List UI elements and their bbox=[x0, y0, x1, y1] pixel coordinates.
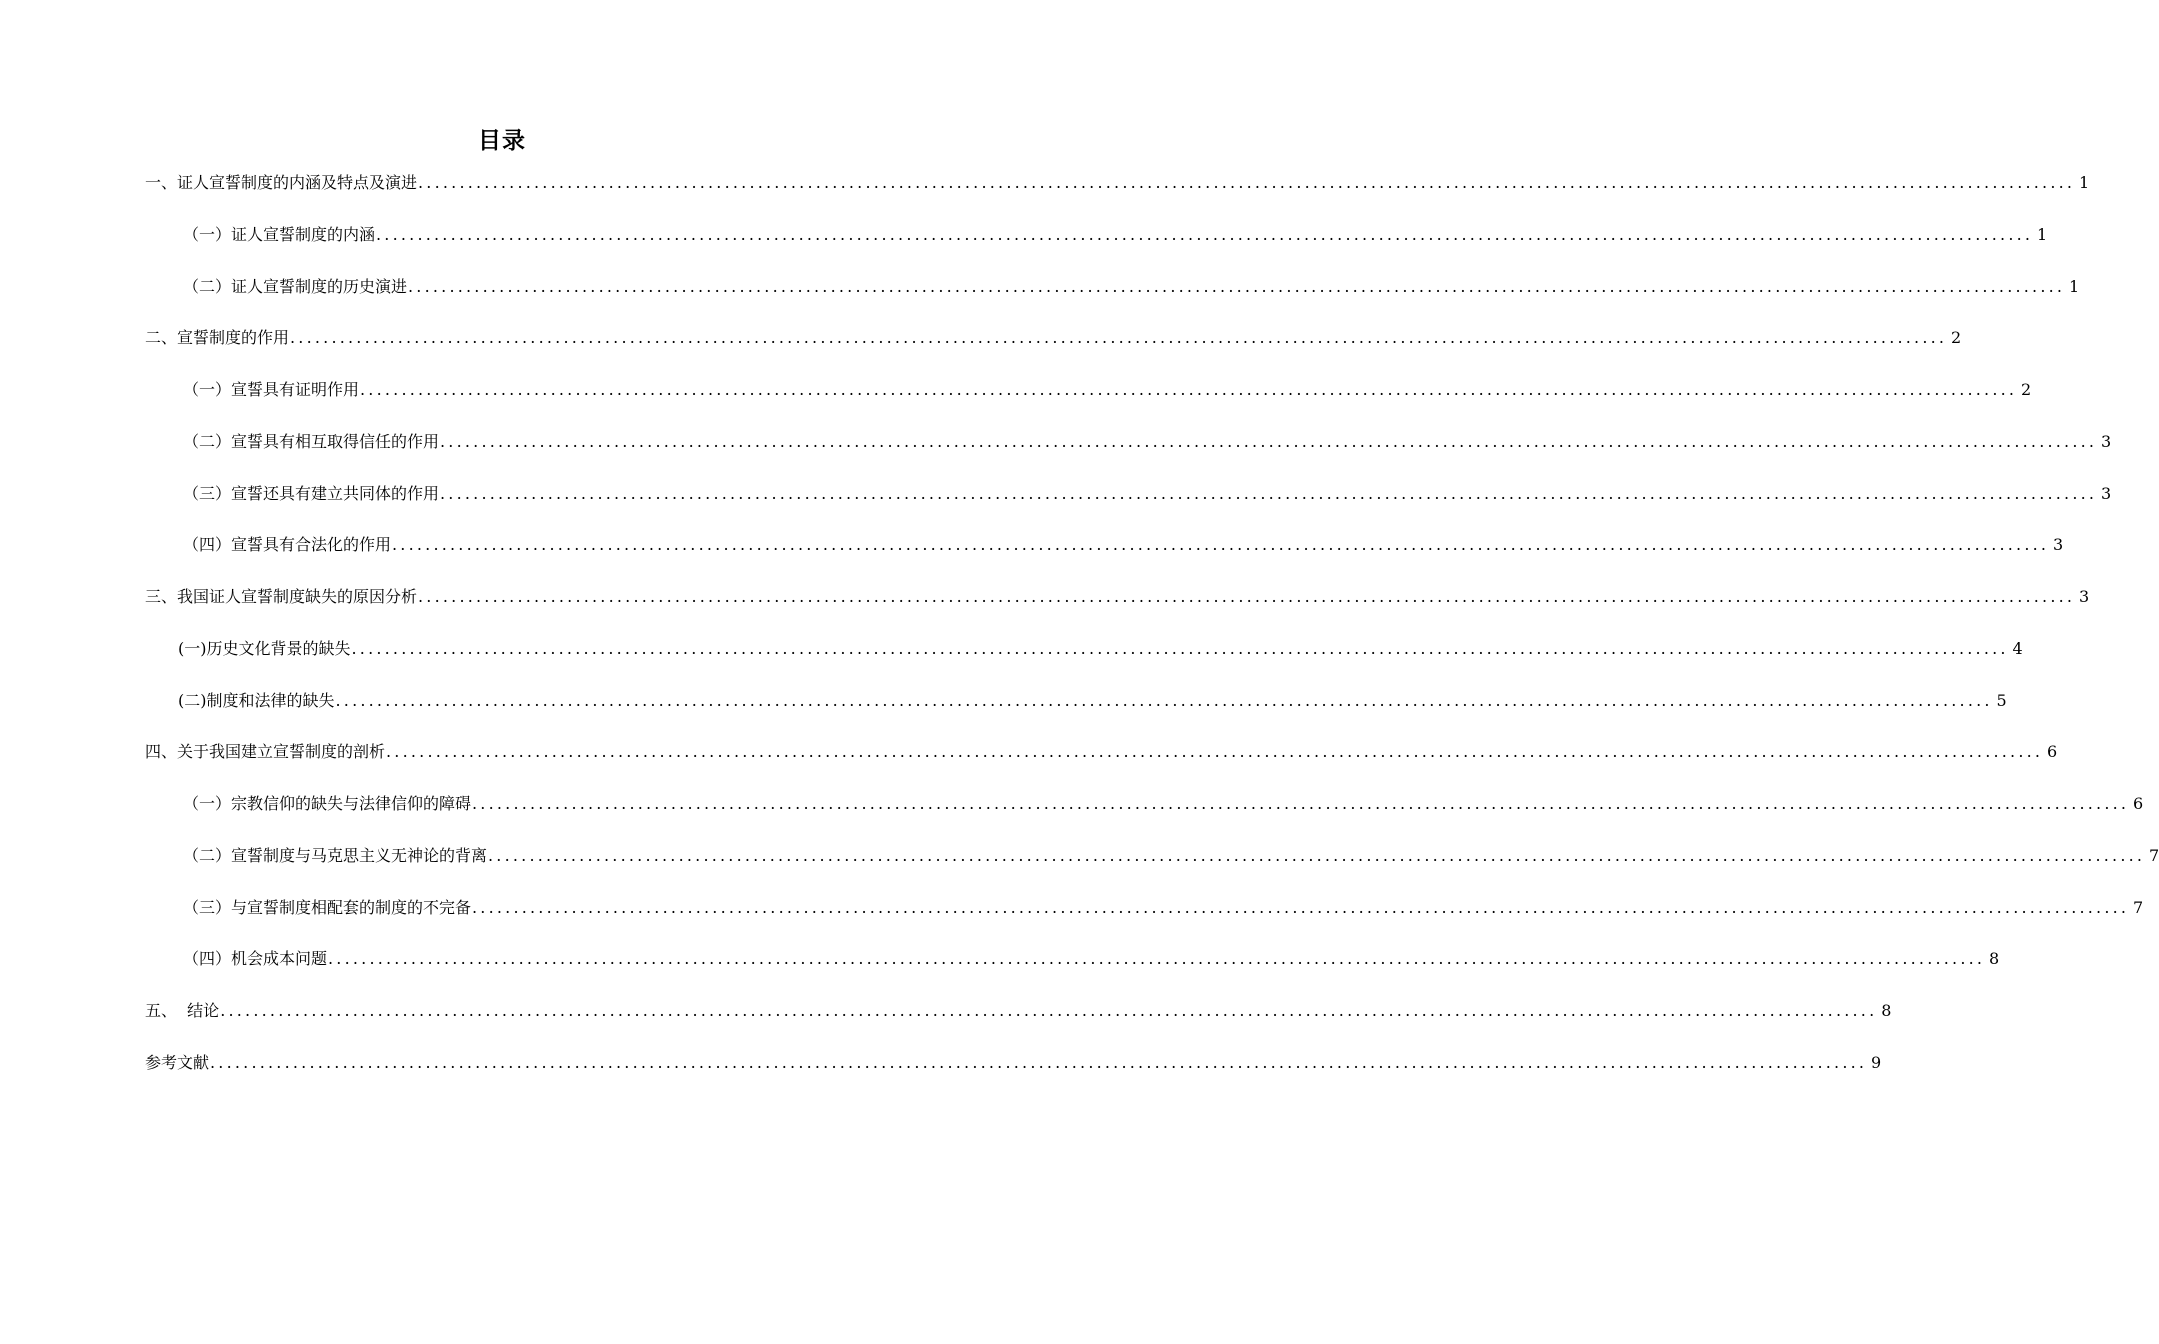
toc-entry[interactable] bbox=[145, 375, 2032, 427]
toc-page-number: 3 bbox=[2079, 587, 2090, 606]
toc-dot-leader: ........................................................................................................................................................................................................ bbox=[386, 742, 2044, 762]
toc-entry-text: (一)历史文化背景的缺失 bbox=[178, 638, 351, 658]
toc-page-number: 3 bbox=[2101, 483, 2112, 503]
toc-entry[interactable] bbox=[145, 530, 2064, 582]
toc-entry-text: （二）宣誓制度与马克思主义无神论的背离 bbox=[183, 845, 488, 865]
toc-entry-text: （三）与宣誓制度相配套的制度的不完备 bbox=[183, 897, 472, 917]
toc-entry-text: （四）宣誓具有合法化的作用 bbox=[183, 535, 392, 555]
toc-page-number: 6 bbox=[2133, 794, 2144, 813]
toc-entry-text: （一）证人宣誓制度的内涵 bbox=[183, 224, 376, 244]
toc-entry-text: （二）宣誓具有相互取得信任的作用 bbox=[183, 431, 440, 451]
toc-entry[interactable] bbox=[145, 944, 2000, 996]
toc-entry[interactable] bbox=[145, 582, 2090, 634]
toc-entry-text: （一）宗教信仰的缺失与法律信仰的障碍 bbox=[183, 794, 472, 813]
toc-entry[interactable] bbox=[145, 841, 2159, 893]
toc-page-number: 4 bbox=[2012, 638, 2023, 658]
toc-title: 目录 bbox=[478, 128, 526, 154]
toc-page-number: 5 bbox=[1996, 690, 2007, 710]
toc-dot-leader: ........................................................................................................................................................................................................ bbox=[488, 845, 2146, 865]
toc-entry[interactable] bbox=[145, 893, 2144, 945]
toc-entry[interactable] bbox=[145, 686, 2007, 738]
toc-page-number: 7 bbox=[2133, 897, 2144, 917]
toc-entry-text: 二、宣誓制度的作用 bbox=[145, 328, 290, 348]
toc-page-number: 1 bbox=[2069, 276, 2080, 296]
toc-entry-text: （三）宣誓还具有建立共同体的作用 bbox=[183, 483, 440, 503]
toc-page-number: 2 bbox=[2021, 380, 2032, 399]
toc-dot-leader: ........................................................................................................................................................................................................ bbox=[328, 949, 1986, 969]
toc-entry[interactable] bbox=[145, 789, 2144, 841]
toc-entry-text: (二)制度和法律的缺失 bbox=[178, 690, 335, 710]
toc-dot-leader: ........................................................................................................................................................................................................ bbox=[392, 535, 2050, 555]
toc-dot-leader: ........................................................................................................................................................................................................ bbox=[408, 276, 2066, 296]
toc-page-number: 8 bbox=[1881, 1001, 1892, 1020]
toc-page-number: 8 bbox=[1989, 949, 2000, 969]
toc-page-number: 3 bbox=[2101, 431, 2112, 451]
toc-page-number: 2 bbox=[1951, 328, 1962, 348]
toc-dot-leader: ........................................................................................................................................................................................................ bbox=[220, 1001, 1878, 1020]
toc-dot-leader: ........................................................................................................................................................................................................ bbox=[440, 483, 2098, 503]
toc-entry[interactable] bbox=[145, 634, 2023, 686]
toc-dot-leader: ........................................................................................................................................................................................................ bbox=[290, 328, 1948, 348]
toc-entry[interactable] bbox=[145, 1048, 1882, 1100]
toc-entry-text: 五、 结论 bbox=[145, 1001, 220, 1020]
toc-dot-leader: ........................................................................................................................................................................................................ bbox=[210, 1052, 1868, 1072]
toc-entry[interactable] bbox=[145, 220, 2048, 272]
toc-entry[interactable] bbox=[145, 737, 2058, 789]
toc-page-number: 1 bbox=[2079, 173, 2090, 192]
toc-dot-leader: ........................................................................................................................................................................................................ bbox=[376, 224, 2034, 244]
toc-entry-text: 三、我国证人宣誓制度缺失的原因分析 bbox=[145, 587, 418, 606]
toc-page-number: 3 bbox=[2053, 535, 2064, 555]
toc-entry-text: 一、证人宣誓制度的内涵及特点及演进 bbox=[145, 173, 418, 192]
toc-entry-text: （二）证人宣誓制度的历史演进 bbox=[183, 276, 408, 296]
toc-entry[interactable] bbox=[145, 479, 2112, 531]
toc-dot-leader: ........................................................................................................................................................................................................ bbox=[418, 173, 2076, 192]
toc-dot-leader: ........................................................................................................................................................................................................ bbox=[351, 638, 2009, 658]
toc-page-number: 6 bbox=[2047, 742, 2058, 762]
toc-dot-leader: ........................................................................................................................................................................................................ bbox=[440, 431, 2098, 451]
toc-dot-leader: ........................................................................................................................................................................................................ bbox=[472, 794, 2130, 813]
toc-dot-leader: ........................................................................................................................................................................................................ bbox=[418, 587, 2076, 606]
toc-dot-leader: ........................................................................................................................................................................................................ bbox=[360, 380, 2018, 399]
toc-entry-text: （一）宣誓具有证明作用 bbox=[183, 380, 360, 399]
toc-list bbox=[145, 168, 2159, 1100]
toc-entry[interactable] bbox=[145, 427, 2112, 479]
toc-entry[interactable] bbox=[145, 996, 1892, 1048]
toc-entry-text: 四、关于我国建立宣誓制度的剖析 bbox=[145, 742, 386, 762]
toc-entry[interactable] bbox=[145, 272, 2080, 324]
toc-entry[interactable] bbox=[145, 323, 1962, 375]
toc-page-number: 7 bbox=[2149, 845, 2159, 865]
toc-entry-text: （四）机会成本问题 bbox=[183, 949, 328, 969]
toc-dot-leader: ........................................................................................................................................................................................................ bbox=[335, 690, 1993, 710]
toc-dot-leader: ........................................................................................................................................................................................................ bbox=[472, 897, 2130, 917]
toc-entry[interactable] bbox=[145, 168, 2090, 220]
toc-page-number: 1 bbox=[2037, 224, 2048, 244]
toc-page-number: 9 bbox=[1871, 1052, 1882, 1072]
toc-entry-text: 参考文献 bbox=[145, 1052, 210, 1072]
